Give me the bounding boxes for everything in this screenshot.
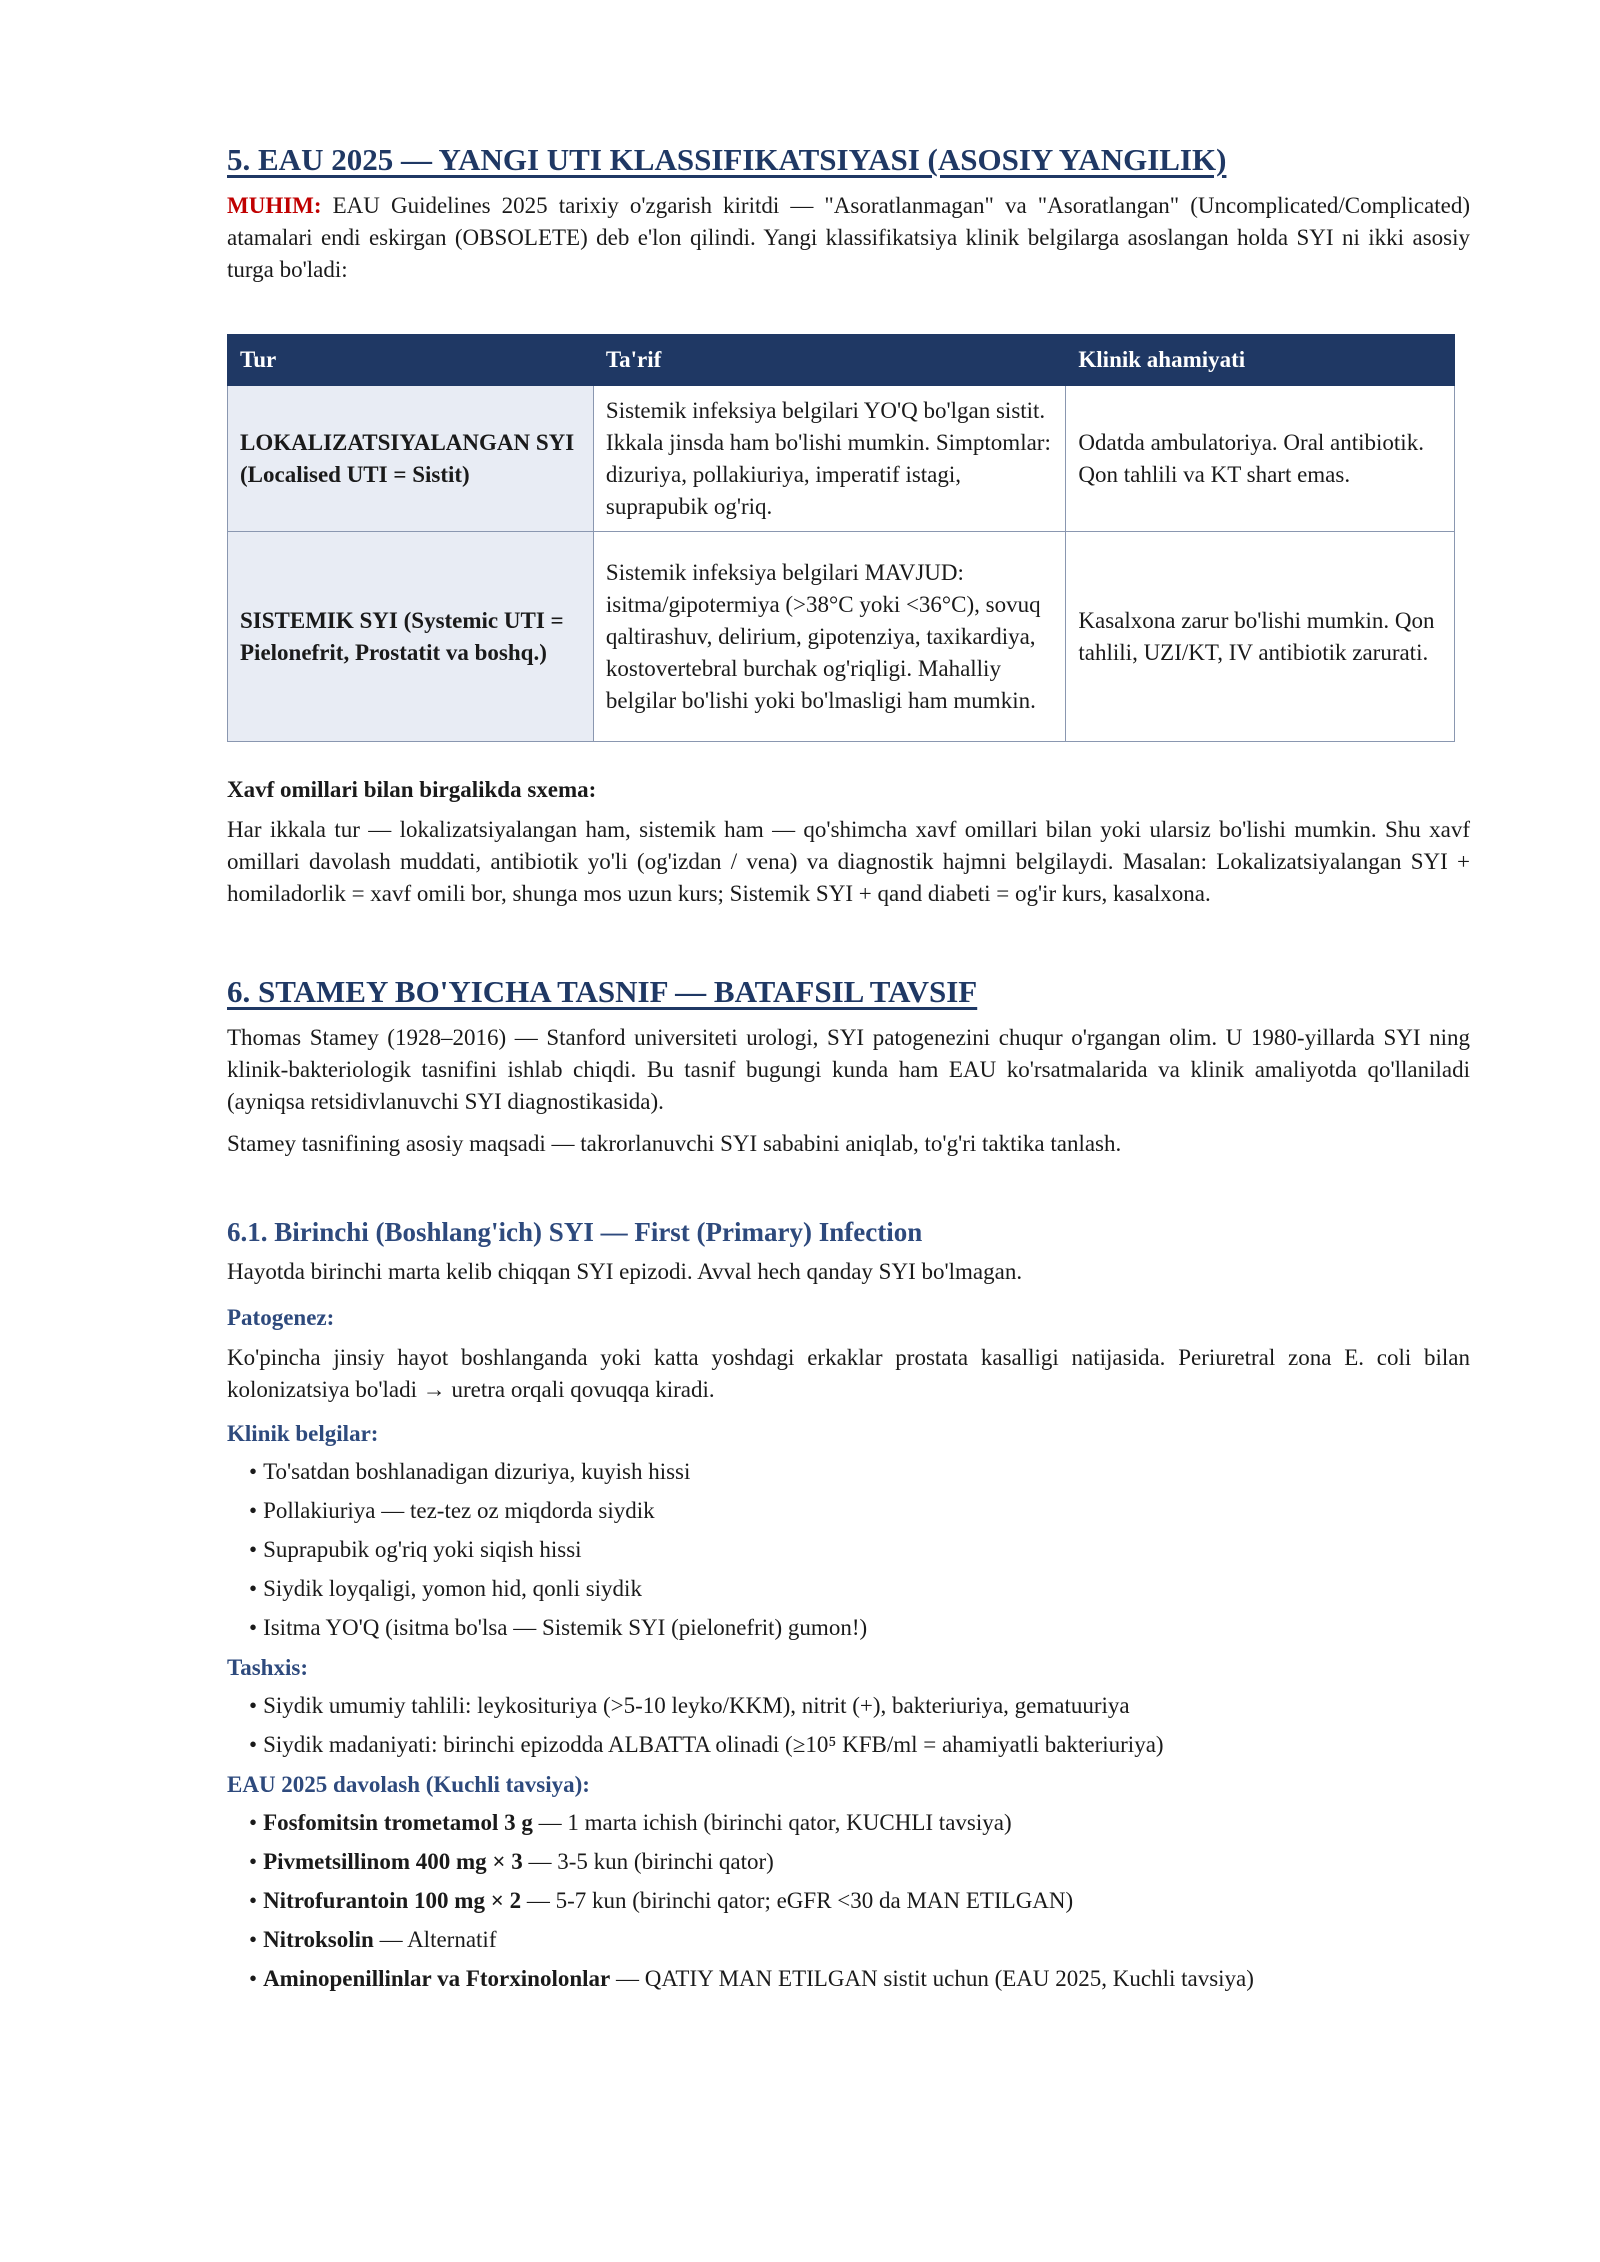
row-definition: Sistemik infeksiya belgilari MAVJUD: isitma/gipotermiya (>38°C yoki <36°C), sovuq qaltirashuv, delirium, gipotenziya, taxikardiya, kostovertebral burchak og'riqligi. Mahalliy belgilar bo'lishi yoki bo'lmasligi ham mumkin. [593,532,1066,742]
list-item: • Pivmetsillinom 400 mg × 3 — 3-5 kun (birinchi qator) [249,1849,774,1874]
row-type: SISTEMIK SYI (Systemic UTI = Pielonefrit, Prostatit va boshq.) [228,532,594,742]
list-item: • Fosfomitsin trometamol 3 g — 1 marta ichish (birinchi qator, KUCHLI tavsiya) [249,1810,1012,1835]
section-5-intro [227,190,1470,286]
row-definition: Sistemik infeksiya belgilari YO'Q bo'lgan sistit. Ikkala jinsda ham bo'lishi mumkin. Simptomlar: dizuriya, pollakiuriya, imperatif istagi, suprapubik og'riq. [593,386,1066,532]
stamey-paragraph-1: Thomas Stamey (1928–2016) — Stanford universiteti urologi, SYI patogenezini chuqur o'rgangan olim. U 1980-yillarda SYI ning klinik-bakteriologik tasnifini ishlab chiqdi. Bu tasnif bugungi kunda ham EAU ko'rsatmalarida va klinik amaliyotda qo'llaniladi (ayniqsa retsidivlanuvchi SYI diagnostikasida). [227,1025,1470,1114]
list-item: • Siydik umumiy tahlili: leykosituriya (>5-10 leyko/KKM), nitrit (+), bakteriuriya, gematuuriya [249,1693,1130,1718]
list-item: • Isitma YO'Q (isitma bo'lsa — Sistemik SYI (pielonefrit) gumon!) [249,1615,868,1640]
list-item: • Siydik madaniyati: birinchi epizodda ALBATTA olinadi (≥10⁵ KFB/ml = ahamiyatli bakteriuriya) [249,1732,1164,1757]
treatment-heading: EAU 2025 davolash (Kuchli tavsiya): [227,1772,590,1797]
row-type: LOKALIZATSIYALANGAN SYI (Localised UTI = Sistit) [228,386,594,532]
section-5-title: 5. EAU 2025 — YANGI UTI KLASSIFIKATSIYASI (ASOSIY YANGILIK) [227,142,1227,177]
important-label: MUHIM: [227,193,322,218]
list-item: • Aminopenillinlar va Ftorxinolonlar — QATIY MAN ETILGAN sistit uchun (EAU 2025, Kuchli tavsiya) [249,1966,1254,1991]
clinical-signs-heading: Klinik belgilar: [227,1421,379,1446]
table-header-definition: Ta'rif [593,335,1066,386]
risk-factors-heading: Xavf omillari bilan birgalikda sxema: [227,777,597,802]
list-item: • Nitrofurantoin 100 mg × 2 — 5-7 kun (birinchi qator; eGFR <30 da MAN ETILGAN) [249,1888,1074,1913]
list-item: • Pollakiuriya — tez-tez oz miqdorda siydik [249,1498,655,1523]
clinical-signs-list [227,1456,1470,1644]
list-item: • Siydik loyqaligi, yomon hid, qonli siydik [249,1576,642,1601]
table-row [228,386,1455,532]
subsection-6-1-title: 6.1. Birinchi (Boshlang'ich) SYI — First (Primary) Infection [227,1217,923,1247]
intro-text: EAU Guidelines 2025 tarixiy o'zgarish kiritdi — "Asoratlanmagan" va "Asoratlangan" (Uncomplicated/Complicated) atamalari endi eskirgan (OBSOLETE) deb e'lon qilindi. Yangi klassifikatsiya klinik belgilarga asoslangan holda SYI ni ikki asosiy turga bo'ladi: [227,193,1470,282]
row-significance: Odatda ambulatoriya. Oral antibiotik. Qon tahlili va KT shart emas. [1066,386,1455,532]
document-page [227,140,1470,2002]
diagnosis-heading: Tashxis: [227,1655,308,1680]
stamey-paragraph-2: Stamey tasnifining asosiy maqsadi — takrorlanuvchi SYI sababini aniqlab, to'g'ri taktika tanlash. [227,1131,1122,1156]
risk-factors-text: Har ikkala tur — lokalizatsiyalangan ham, sistemik ham — qo'shimcha xavf omillari bilan yoki ularsiz bo'lishi mumkin. Shu xavf omillari davolash muddati, antibiotik yo'li (og'izdan / vena) va diagnostik hajmni belgilaydi. Masalan: Lokalizatsiyalangan SYI + homiladorlik = xavf omili bor, shunga mos uzun kurs; Sistemik SYI + qand diabeti = og'ir kurs, kasalxona. [227,817,1470,906]
treatment-list [227,1807,1470,1995]
table-header-significance: Klinik ahamiyati [1066,335,1455,386]
list-item: • Nitroksolin — Alternatif [249,1927,497,1952]
section-6-title: 6. STAMEY BO'YICHA TASNIF — BATAFSIL TAVSIF [227,974,978,1009]
subsection-6-1-intro: Hayotda birinchi marta kelib chiqqan SYI epizodi. Avval hech qanday SYI bo'lmagan. [227,1259,1023,1284]
list-item: • Suprapubik og'riq yoki siqish hissi [249,1537,582,1562]
table-header-row [228,335,1455,386]
uti-classification-table [227,334,1455,742]
pathogenesis-text: Ko'pincha jinsiy hayot boshlanganda yoki katta yoshdagi erkaklar prostata kasalligi natijasida. Periuretral zona E. coli bilan kolonizatsiya bo'ladi → uretra orqali qovuqqa kiradi. [227,1345,1470,1402]
pathogenesis-heading: Patogenez: [227,1305,335,1330]
row-significance: Kasalxona zarur bo'lishi mumkin. Qon tahlili, UZI/KT, IV antibiotik zarurati. [1066,532,1455,742]
table-row [228,532,1455,742]
table-header-type: Tur [228,335,594,386]
diagnosis-list [227,1690,1470,1761]
list-item: • To'satdan boshlanadigan dizuriya, kuyish hissi [249,1459,691,1484]
